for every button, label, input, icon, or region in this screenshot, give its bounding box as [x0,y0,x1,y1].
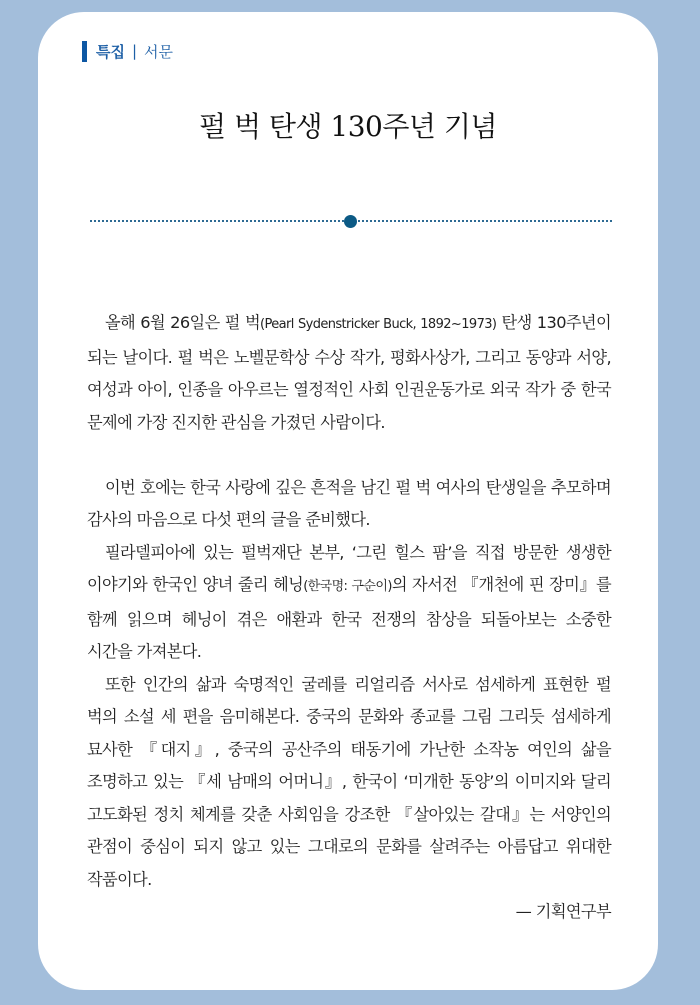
divider-dot-icon [344,215,357,228]
title-divider [90,213,612,229]
paragraph-gap [87,439,611,472]
section-main-label: 특집 [96,42,125,61]
article-body [87,307,611,929]
signature: — 기획연구부 [515,902,611,921]
section-tag [82,39,173,63]
paragraph-3: 필라델피아에 있는 펄벅재단 본부, ‘그린 힐스 팜’을 직접 방문한 생생한 이야기와 한국인 양녀 줄리 헤닝(한국명: 구순이)의 자서전 『개천에 핀 장미』를 함께 읽으며 헤닝이 겪은 애환과 한국 전쟁의 참상을 되돌아보는 소중한 시간을 가져본다. [87,542,611,661]
article-title: 펄 벅 탄생 130주년 기념 [199,110,497,143]
paragraph-2: 이번 호에는 한국 사랑에 깊은 흔적을 남긴 펄 벅 여사의 탄생일을 추모하며 감사의 마음으로 다섯 편의 글을 준비했다. [87,477,611,529]
section-sub-label: 서문 [144,42,174,61]
paragraph-4: 또한 인간의 삶과 숙명적인 굴레를 리얼리즘 서사로 섬세하게 표현한 펄 벅의 소설 세 편을 음미해본다. 중국의 문화와 종교를 그림 그리듯 섬세하게 묘사한 『대지』, 중국의 공산주의 태동기에 가난한 소작농 여인의 삶을 조명하고 있는 『세 남매의 어머니』, 한국이 ‘미개한 동양’의 이미지와 달리 고도화된 정치 체계를 갖춘 사회임을 강조한 『살아있는 갈대』는 서양인의 관점이 중심이 되지 않고 있는 그대로의 문화를 살려주는 아름답고 위대한 작품이다. [87,674,611,889]
article-card [38,12,658,990]
section-marker-bar-icon [82,41,87,62]
paragraph-1: 올해 6월 26일은 펄 벅(Pearl Sydenstricker Buck, 1892~1973) 탄생 130주년이 되는 날이다. 펄 벅은 노벨문학상 수상 작가, 평화사상가, 그리고 동양과 서양, 여성과 아이, 인종을 아우르는 열정적인 사회 인권운동가로 외국 작가 중 한국 문제에 가장 진지한 관심을 가졌던 사람이다. [87,313,612,432]
section-separator: | [131,42,138,60]
